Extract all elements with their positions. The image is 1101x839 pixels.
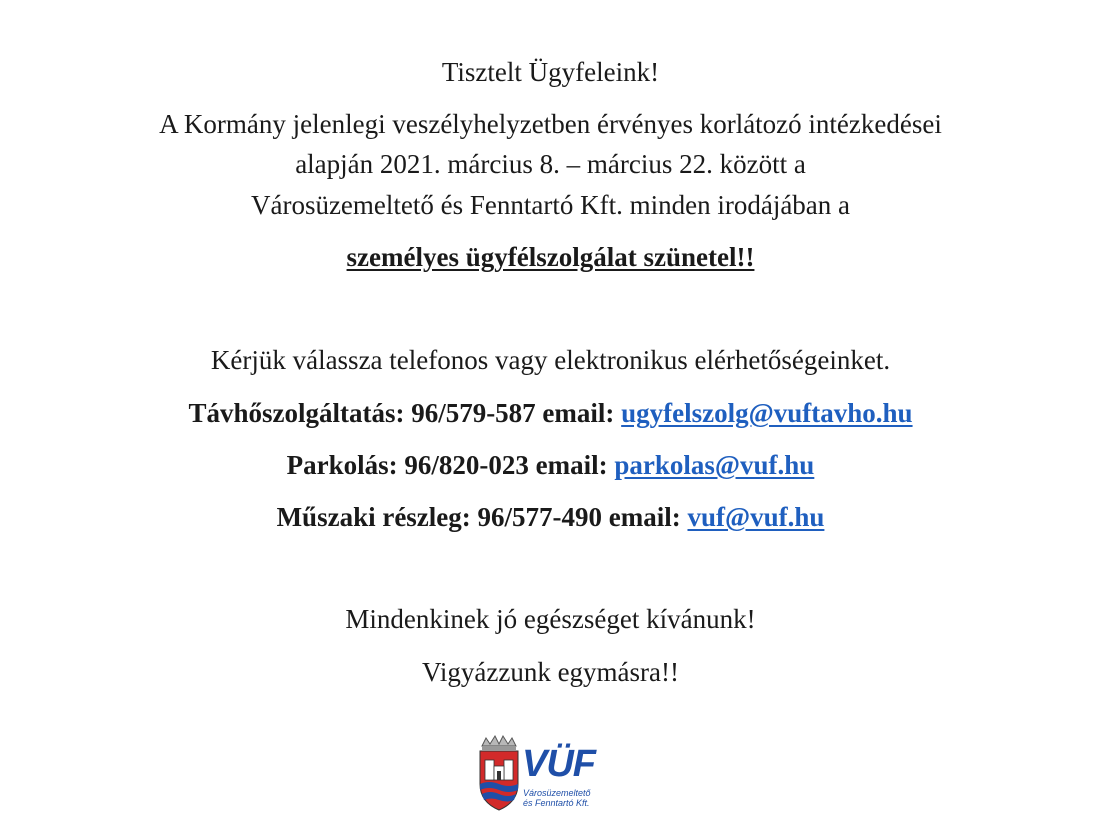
headline-wrapper (0, 241, 1101, 273)
email-link[interactable]: ugyfelszolg@vuftavho.hu (621, 398, 913, 428)
intro-line-1: A Kormány jelenlegi veszélyhelyzetben érvényes korlátozó intézkedései (159, 109, 942, 139)
logo-subtitle-line-1: Városüzemeltető (523, 788, 591, 798)
greeting: Tisztelt Ügyfeleink! (441, 57, 660, 87)
logo-subtitle-line-2: és Fenntartó Kft. (523, 798, 590, 808)
contact-label: Parkolás: 96/820-023 email: (286, 450, 615, 480)
vuf-logo (476, 734, 621, 814)
contact-row (0, 397, 1101, 429)
contact-row (0, 501, 1101, 533)
contact-label: Műszaki részleg: 96/577-490 email: (276, 502, 688, 532)
closing-1: Mindenkinek jó egészséget kívánunk! (345, 604, 756, 634)
request-text: Kérjük válassza telefonos vagy elektronikus elérhetőségeinket. (210, 345, 891, 375)
closing-2: Vigyázzunk egymásra!! (421, 657, 679, 687)
contact-row (0, 449, 1101, 481)
headline: személyes ügyfélszolgálat szünetel!! (346, 242, 755, 272)
logo-wordmark: VÜF (522, 743, 595, 785)
email-link[interactable]: vuf@vuf.hu (687, 502, 825, 532)
logo-subtitle (523, 788, 591, 808)
coat-of-arms-icon (476, 734, 522, 814)
contact-label: Távhőszolgáltatás: 96/579-587 email: (188, 398, 622, 428)
intro-line-3: Városüzemeltető és Fenntartó Kft. minden irodájában a (250, 190, 851, 220)
email-link[interactable]: parkolas@vuf.hu (614, 450, 815, 480)
intro-line-2: alapján 2021. március 8. – március 22. között a (295, 149, 806, 179)
